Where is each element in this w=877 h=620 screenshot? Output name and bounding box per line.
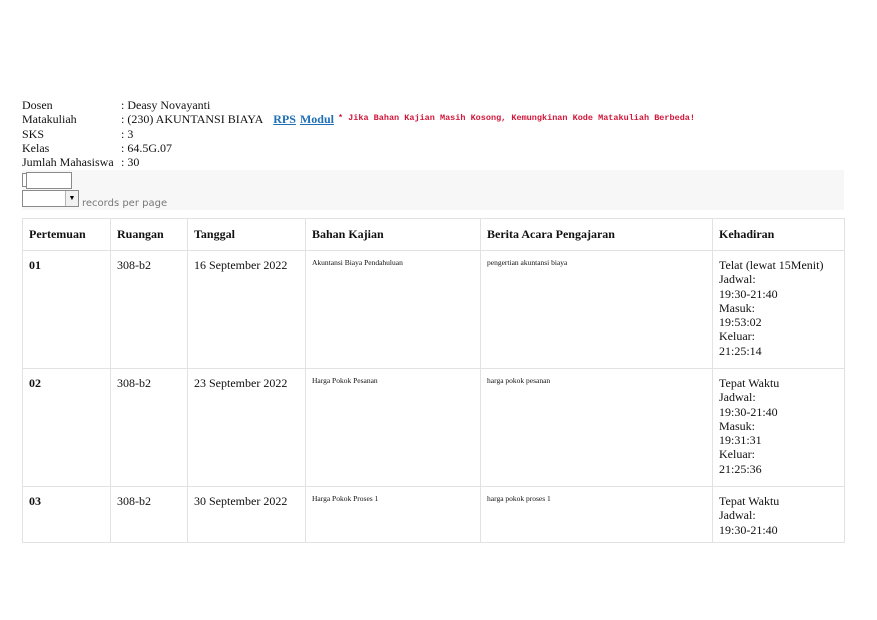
cell-berita-acara: pengertian akuntansi biaya bbox=[481, 251, 713, 369]
jumlah-row bbox=[22, 155, 695, 169]
matakuliah-label: Matakuliah bbox=[22, 112, 77, 127]
header-ruangan[interactable]: Ruangan bbox=[111, 219, 188, 251]
kehadiran-line: Keluar: bbox=[719, 447, 755, 462]
sks-row bbox=[22, 127, 695, 141]
header-tanggal[interactable]: Tanggal bbox=[188, 219, 306, 251]
kelas-value: : 64.5G.07 bbox=[121, 140, 172, 155]
cell-kehadiran bbox=[713, 251, 845, 369]
kelas-label: Kelas bbox=[22, 140, 50, 155]
kehadiran-line: Keluar: bbox=[719, 329, 755, 344]
modul-link[interactable]: Modul bbox=[299, 112, 334, 127]
matakuliah-value: : (230) AKUNTANSI BIAYA bbox=[121, 112, 264, 127]
kehadiran-status: Tepat Waktu bbox=[719, 376, 780, 390]
cell-bahan-kajian: Akuntansi Biaya Pendahuluan bbox=[306, 251, 481, 369]
cell-tanggal: 23 September 2022 bbox=[188, 369, 306, 487]
kehadiran-line: Masuk: bbox=[719, 418, 755, 433]
kelas-row bbox=[22, 141, 695, 155]
warning-text: * Jika Bahan Kajian Masih Kosong, Kemungkinan Kode Matakuliah Berbeda! bbox=[337, 113, 696, 124]
kehadiran-line: Jadwal: bbox=[719, 390, 756, 405]
header-bahan-kajian[interactable]: Bahan Kajian bbox=[306, 219, 481, 251]
kehadiran-line: 19:53:02 bbox=[719, 315, 762, 330]
jumlah-value: : 30 bbox=[121, 155, 140, 170]
header-pertemuan[interactable]: Pertemuan bbox=[23, 219, 111, 251]
records-per-page-label: records per page bbox=[82, 198, 168, 209]
cell-tanggal: 16 September 2022 bbox=[188, 251, 306, 369]
cell-pertemuan: 03 bbox=[23, 487, 111, 543]
sks-value: : 3 bbox=[121, 126, 134, 141]
kehadiran-line: 21:25:14 bbox=[719, 343, 762, 358]
jumlah-label: Jumlah Mahasiswa bbox=[22, 155, 114, 170]
kehadiran-line: 21:25:36 bbox=[719, 461, 762, 476]
kehadiran-line: 19:31:31 bbox=[719, 433, 762, 448]
cell-ruangan: 308-b2 bbox=[111, 487, 188, 543]
header-kehadiran[interactable]: Kehadiran bbox=[713, 219, 845, 251]
table-controls bbox=[22, 170, 844, 210]
attendance-table bbox=[22, 218, 845, 543]
dosen-label: Dosen bbox=[22, 98, 53, 112]
cell-bahan-kajian: Harga Pokok Proses 1 bbox=[306, 487, 481, 543]
kehadiran-line: 19:30-21:40 bbox=[719, 522, 778, 537]
cell-ruangan: 308-b2 bbox=[111, 369, 188, 487]
cell-pertemuan: 01 bbox=[23, 251, 111, 369]
sks-label: SKS bbox=[22, 126, 45, 141]
header-berita-acara[interactable]: Berita Acara Pengajaran bbox=[481, 219, 713, 251]
dosen-row bbox=[22, 98, 695, 112]
dosen-value: : Deasy Novayanti bbox=[121, 98, 211, 112]
table-header-row bbox=[23, 219, 845, 251]
chevron-down-icon[interactable]: ▼ bbox=[65, 191, 78, 206]
cell-berita-acara: harga pokok proses 1 bbox=[481, 487, 713, 543]
table-row bbox=[23, 487, 845, 543]
kehadiran-status: Tepat Waktu bbox=[719, 494, 780, 508]
table-row bbox=[23, 369, 845, 487]
kehadiran-line: Masuk: bbox=[719, 300, 755, 315]
search-input[interactable] bbox=[26, 172, 72, 189]
cell-berita-acara: harga pokok pesanan bbox=[481, 369, 713, 487]
kehadiran-line: Jadwal: bbox=[719, 272, 756, 287]
cell-tanggal: 30 September 2022 bbox=[188, 487, 306, 543]
records-per-page-select[interactable] bbox=[22, 190, 79, 207]
kehadiran-line: Jadwal: bbox=[719, 508, 756, 523]
cell-ruangan: 308-b2 bbox=[111, 251, 188, 369]
kehadiran-line: 19:30-21:40 bbox=[719, 286, 778, 301]
cell-kehadiran bbox=[713, 369, 845, 487]
kehadiran-status: Telat (lewat 15Menit) bbox=[719, 258, 824, 272]
cell-bahan-kajian: Harga Pokok Pesanan bbox=[306, 369, 481, 487]
cell-kehadiran bbox=[713, 487, 845, 543]
table-row bbox=[23, 251, 845, 369]
matakuliah-row bbox=[22, 112, 695, 126]
course-info bbox=[22, 98, 695, 169]
kehadiran-line: 19:30-21:40 bbox=[719, 404, 778, 419]
rps-link[interactable]: RPS bbox=[273, 112, 296, 127]
cell-pertemuan: 02 bbox=[23, 369, 111, 487]
